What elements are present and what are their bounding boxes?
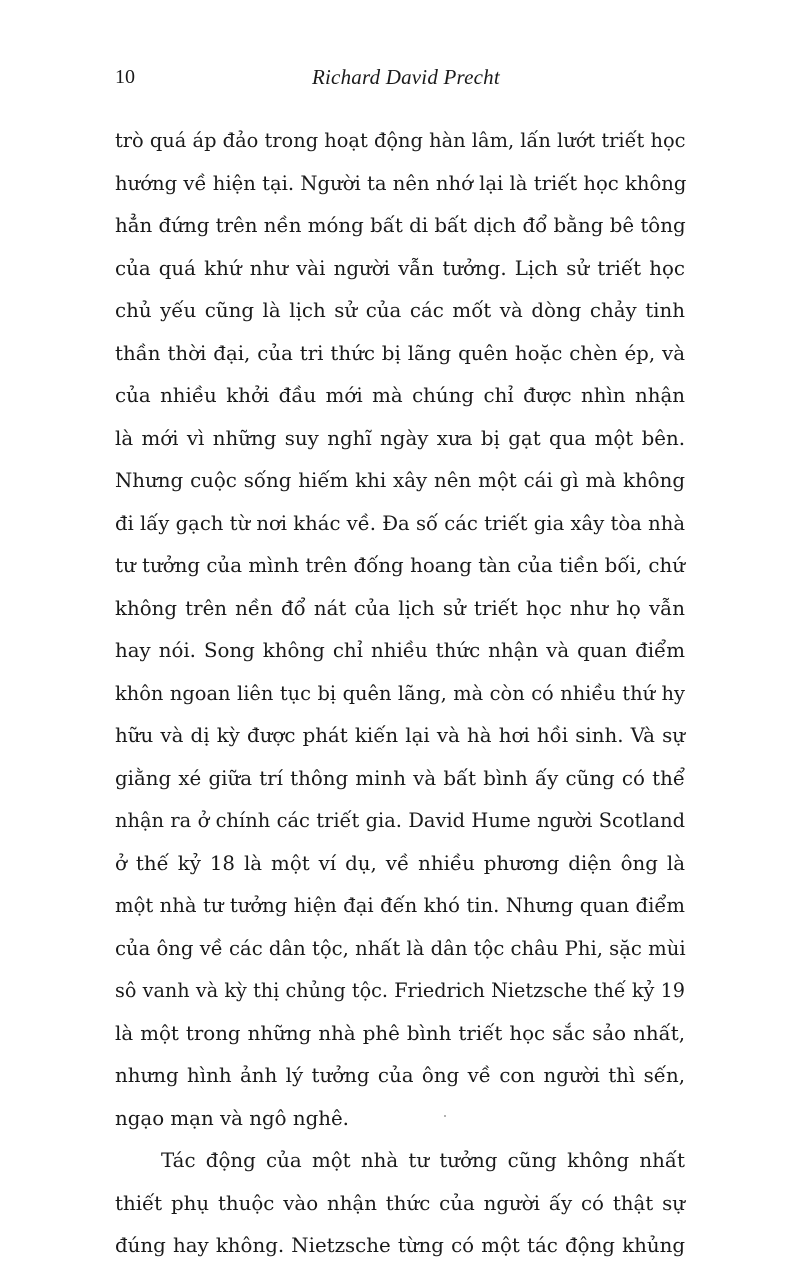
running-head-author: Richard David Precht [312,65,500,89]
text-line: của quá khứ như vài người vẫn tưởng. Lịch sử triết học [115,256,685,280]
text-line: ở thế kỷ 18 là một ví dụ, về nhiều phương diện ông là [115,851,685,875]
text-line: nhận ra ở chính các triết gia. David Hume người Scotland [115,809,685,832]
text-line: nhưng hình ảnh lý tưởng của ông về con người thì sến, [115,1064,685,1087]
text-line: là một trong những nhà phê bình triết học sắc sảo nhất, [115,1021,685,1045]
text-line: thần thời đại, của tri thức bị lãng quên hoặc chèn ép, và [115,341,685,365]
text-line: đi lấy gạch từ nơi khác về. Đa số các triết gia xây tòa nhà [115,511,686,535]
scan-speck [444,1115,446,1117]
text-line: một nhà tư tưởng hiện đại đến khó tin. Nhưng quan điểm [115,894,685,917]
text-line: đúng hay không. Nietzsche từng có một tác động khủng [115,1234,685,1257]
text-line: giằng xé giữa trí thông minh và bất bình ấy cũng có thể [115,766,685,790]
text-line: Nhưng cuộc sống hiếm khi xây nên một cái gì mà không [115,469,685,492]
text-line: hướng về hiện tại. Người ta nên nhớ lại là triết học không [115,171,687,195]
text-line: tư tưởng của mình trên đống hoang tàn của tiền bối, chứ [115,554,685,577]
text-line: của ông về các dân tộc, nhất là dân tộc châu Phi, sặc mùi [115,936,686,960]
text-line: thiết phụ thuộc vào nhận thức của người ấy có thật sự [115,1191,685,1215]
text-line: chủ yếu cũng là lịch sử của các mốt và dòng chảy tinh [115,299,685,322]
text-line: là mới vì những suy nghĩ ngày xưa bị gạt qua một bên. [115,426,685,450]
text-line: hữu và dị kỳ được phát kiến lại và hà hơi hồi sinh. Và sự [115,724,685,747]
text-line: trò quá áp đảo trong hoạt động hàn lâm, lấn lướt triết học [115,129,686,152]
text-line: không trên nền đổ nát của lịch sử triết học như họ vẫn [115,596,685,620]
text-line: sô vanh và kỳ thị chủng tộc. Friedrich Nietzsche thế kỷ 19 [115,979,685,1002]
text-line: hẳn đứng trên nền móng bất di bất dịch đổ bằng bê tông [115,214,686,237]
page-number: 10 [115,66,135,88]
text-line: của nhiều khởi đầu mới mà chúng chỉ được nhìn nhận [115,384,685,407]
page-header [115,62,685,92]
body-text [115,120,685,1268]
text-line: khôn ngoan liên tục bị quên lãng, mà còn có nhiều thứ hy [115,681,685,705]
text-line: hay nói. Song không chỉ nhiều thức nhận và quan điểm [115,639,685,662]
text-line-paragraph-start: Tác động của một nhà tư tưởng cũng không nhất [161,1149,685,1172]
text-line-paragraph-end: ngạo mạn và ngô nghê. [115,1106,349,1130]
